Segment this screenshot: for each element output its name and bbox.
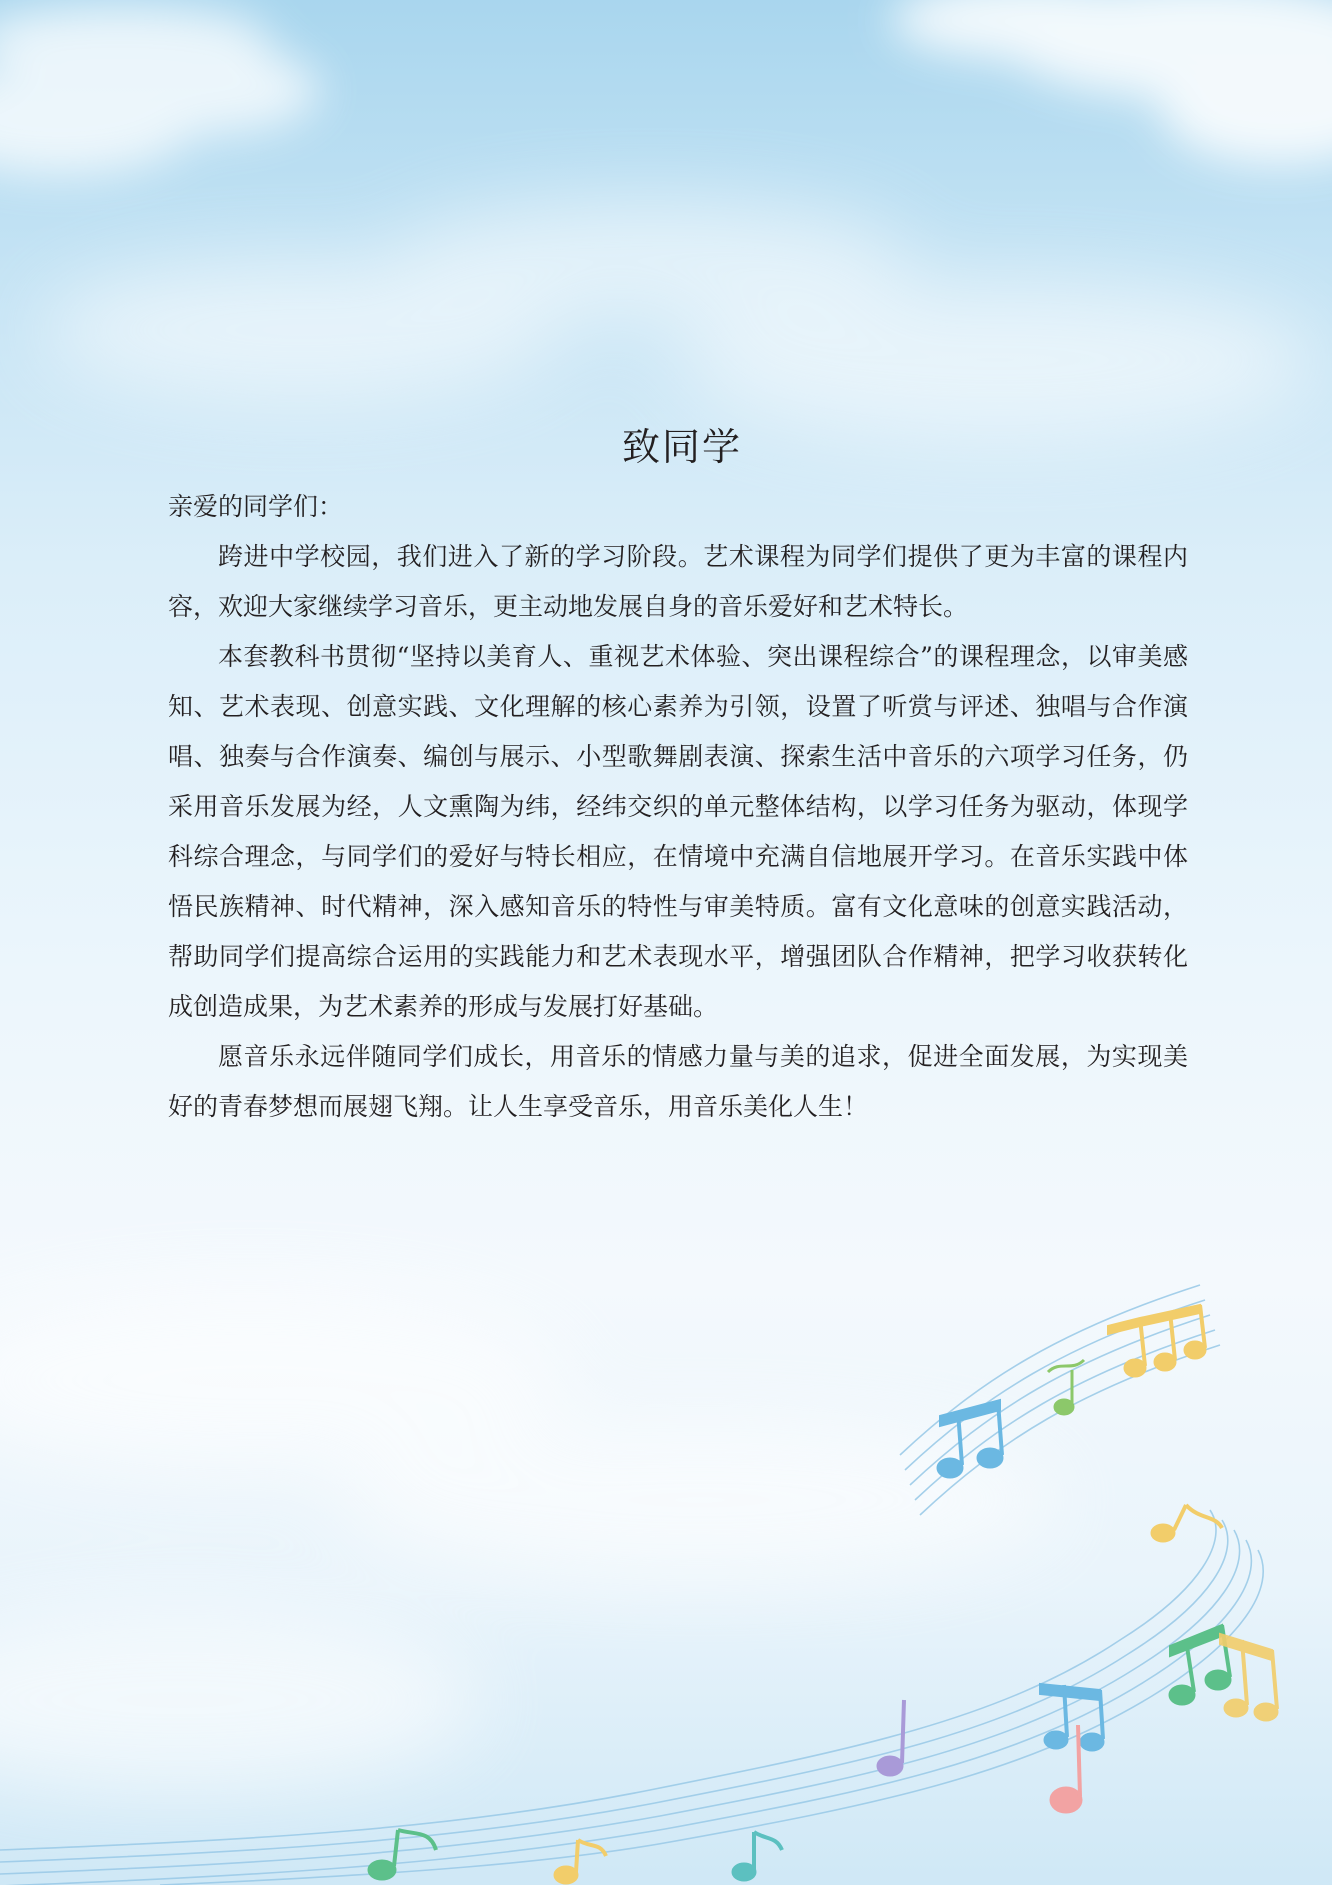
letter-paragraph-3: 愿音乐永远伴随同学们成长，用音乐的情感力量与美的追求，促进全面发展，为实现美好的青春梦想而展翅飞翔。让人生享受音乐，用音乐美化人生！	[168, 1042, 1188, 1121]
letter-title: 致同学	[621, 425, 742, 469]
cloud-top-left	[0, 5, 320, 175]
cloud-low	[0, 1290, 1060, 1790]
letter-paragraph-2: 本套教科书贯彻“坚持以美育人、重视艺术体验、突出课程综合”的课程理念，以审美感知、艺术表现、创意实践、文化理解的核心素养为引领，设置了听赏与评述、独唱与合作演唱、独奏与合作演奏、编创与展示、小型歌舞剧表演、探索生活中音乐的六项学习任务，仍采用音乐发展为经，人文熏陶为纬，经纬交织的单元整体结构，以学习任务为驱动，体现学科综合理念，与同学们的爱好与特长相应，在情境中充满自信地展开学习。在音乐实践中体悟民族精神、时代精神，深入感知音乐的特性与审美特质。富有文化意味的创意实践活动，帮助同学们提高综合运用的实践能力和艺术表现水平，增强团队合作精神，把学习收获转化成创造成果，为艺术素养的形成与发展打好基础。	[168, 642, 1188, 1021]
letter-paragraph-1: 跨进中学校园，我们进入了新的学习阶段。艺术课程为同学们提供了更为丰富的课程内容，欢迎大家继续学习音乐，更主动地发展自身的音乐爱好和艺术特长。	[168, 542, 1188, 621]
letter-greeting: 亲爱的同学们：	[168, 492, 344, 521]
cloud-mid	[40, 200, 1320, 440]
letter-to-students	[168, 420, 1188, 1132]
cloud-top-right	[890, 0, 1332, 165]
